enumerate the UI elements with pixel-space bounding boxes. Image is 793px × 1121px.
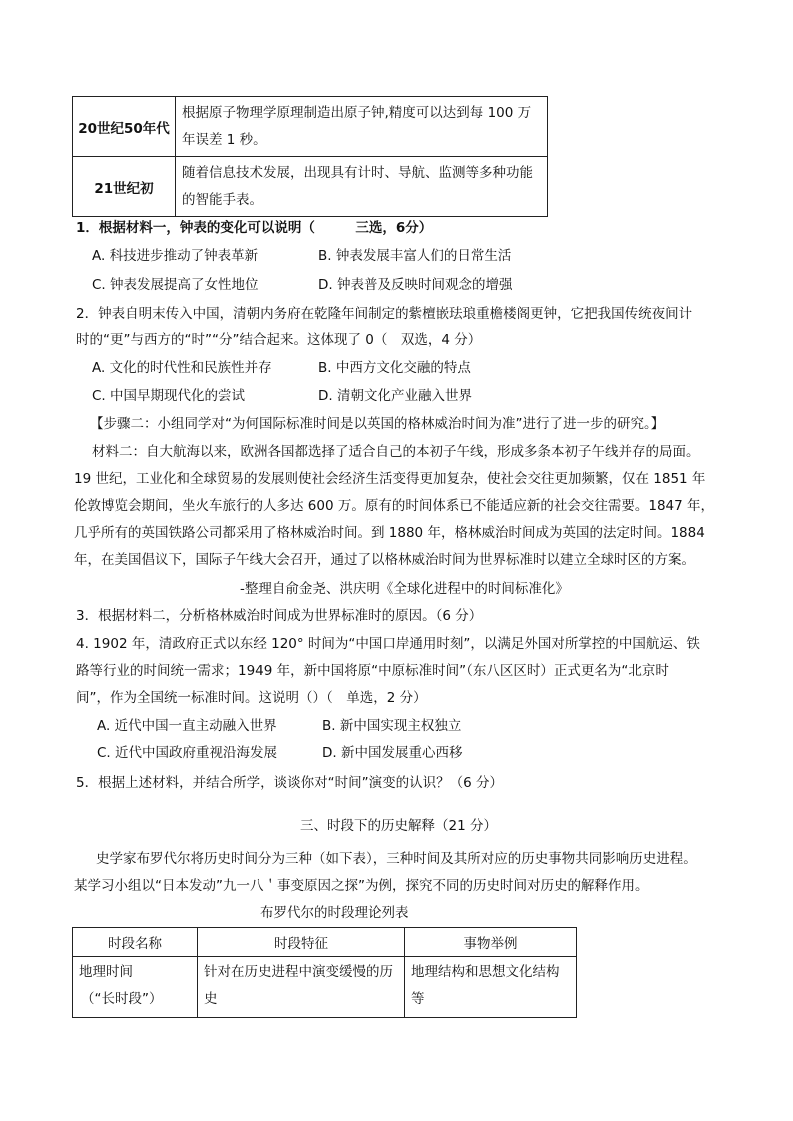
table-row: [73, 957, 577, 1018]
material-2-line: 年，在美国倡议下，国际子午线大会召开，通过了以格林威治时间为世界标准时以建立全球时区的方案。: [74, 552, 695, 568]
question-4-line-2: 路等行业的时间统一需求；1949 年，新中国将原“中原标准时间”（东八区区时）正式更名为“北京时: [76, 663, 669, 679]
option-1c: C. 钟表发展提高了女性地位: [92, 277, 259, 293]
table-row: [73, 157, 548, 217]
option-4c: C. 近代中国政府重视沿海发展: [97, 745, 278, 761]
question-4-line-3: 间”，作为全国统一标准时间。这说明（）（ 单选，2 分）: [76, 690, 427, 706]
table-cell-feature: 针对在历史进程中演变缓慢的历史: [198, 957, 405, 1018]
question-4-line-1: 4. 1902 年，清政府正式以东经 120° 时间为“中国口岸通用时刻”，以满足外国对所掌控的中国航运、铁: [76, 636, 700, 652]
column-header: 时段名称: [73, 928, 198, 957]
option-2a: A. 文化的时代性和民族性并存: [92, 360, 272, 376]
material-2-line: 伦敦博览会期间，坐火车旅行的人多达 600 万。原有的时间体系已不能适应新的社会交往需要。1847 年，: [74, 498, 714, 514]
question-3: 3．根据材料二，分析格林威治时间成为世界标准时的原因。（6 分）: [76, 608, 483, 624]
period-name: 地理时间: [79, 964, 133, 980]
section-3-intro-line: 史学家布罗代尔将历史时间分为三种（如下表），三种时间及其所对应的历史事物共同影响历史进程。: [96, 851, 697, 867]
braudel-time-table: [72, 927, 577, 1018]
table-header-row: [73, 928, 577, 957]
option-2c: C. 中国早期现代化的尝试: [92, 388, 246, 404]
column-header: 时段特征: [198, 928, 405, 957]
table-row: [73, 97, 548, 157]
table-cell-period: 21世纪初: [73, 157, 176, 217]
option-2d: D. 清朝文化产业融入世界: [318, 388, 472, 404]
material-2-source: -整理自俞金尧、洪庆明《全球化进程中的时间标准化》: [240, 581, 569, 597]
question-1-stem: 1．根据材料一，钟表的变化可以说明（ 三选，6分）: [76, 220, 433, 236]
option-1d: D. 钟表普及反映时间观念的增强: [318, 277, 513, 293]
option-2b: B. 中西方文化交融的特点: [318, 360, 471, 376]
option-4d: D. 新中国发展重心西移: [322, 745, 463, 761]
table-cell-example: 地理结构和思想文化结构等: [405, 957, 577, 1018]
section-3-title: 三、时段下的历史解释（21 分）: [300, 818, 497, 834]
section-3-intro-line: 某学习小组以“日本发动”九一八＇事变原因之探”为例，探究不同的历史时间对历史的解释作用。: [74, 878, 649, 894]
question-2-line-2: 时的“更”与西方的“时”“分”结合起来。这体现了 0（ 双选，4 分）: [76, 332, 482, 348]
table-cell-name: [73, 957, 198, 1018]
table-cell-desc: 根据原子物理学原理制造出原子钟,精度可以达到每 100 万年误差 1 秒。: [176, 97, 548, 157]
clock-history-table: [72, 96, 548, 217]
option-1b: B. 钟表发展丰富人们的日常生活: [318, 248, 512, 264]
question-5: 5．根据上述材料，并结合所学，谈谈你对“时间”演变的认识？（6 分）: [76, 775, 503, 791]
question-2-line-1: 2．钟表自明末传入中国，清朝内务府在乾隆年间制定的紫檀嵌珐琅重檐楼阁更钟，它把我国传统夜间计: [76, 306, 693, 322]
step-2-heading: 【步骤二：小组同学对“为何国际标准时间是以英国的格林威治时间为准”进行了进一步的研究。】: [90, 416, 665, 432]
material-2-line: 材料二：自大航海以来，欧洲各国都选择了适合自己的本初子午线，形成多条本初子午线并存的局面。: [92, 444, 700, 460]
table-cell-period: 20世纪50年代: [73, 97, 176, 157]
table-title: 布罗代尔的时段理论列表: [260, 905, 409, 921]
option-4b: B. 新中国实现主权独立: [322, 718, 462, 734]
option-4a: A. 近代中国一直主动融入世界: [97, 718, 277, 734]
material-2-line: 几乎所有的英国铁路公司都采用了格林威治时间。到 1880 年，格林威治时间成为英国的法定时间。1884: [74, 525, 705, 541]
table-cell-desc: 随着信息技术发展，出现具有计时、导航、监测等多种功能的智能手表。: [176, 157, 548, 217]
period-alias: （“长时段”）: [81, 991, 163, 1007]
option-1a: A. 科技进步推动了钟表革新: [92, 248, 259, 264]
column-header: 事物举例: [405, 928, 577, 957]
material-2-line: 19 世纪，工业化和全球贸易的发展则使社会经济生活变得更加复杂，使社会交往更加频繁，仅在 1851 年: [74, 471, 706, 487]
